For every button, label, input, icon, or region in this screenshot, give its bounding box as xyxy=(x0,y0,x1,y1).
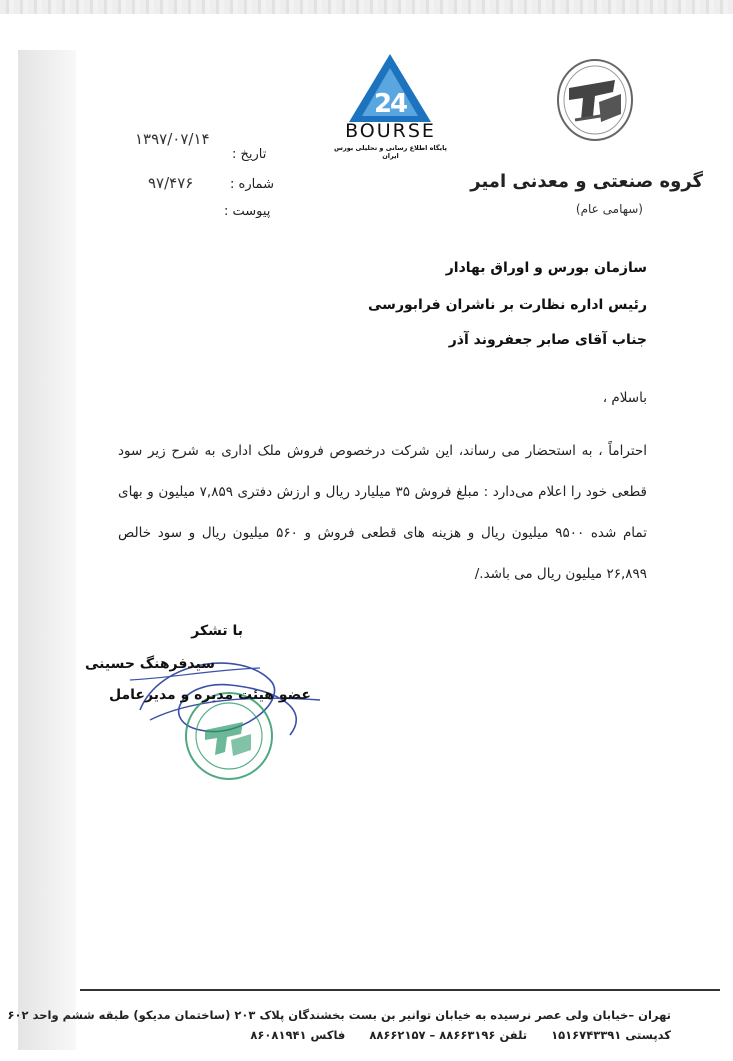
bourse-logo xyxy=(328,52,453,160)
amir-logo xyxy=(555,58,635,143)
company-subtitle: (سهامی عام) xyxy=(575,202,643,216)
signature-thanks: با تشکر xyxy=(191,623,243,639)
attachment-label: پیوست : xyxy=(224,204,271,219)
footer-address: تهران –خیابان ولی عصر نرسیده به خیابان توانیر بن بست بخشندگان پلاک ۲۰۳ (ساختمان مدیکو) طبقه ششم واحد ۶۰۲ xyxy=(7,1008,671,1022)
recipient-line-2: رئیس اداره نظارت بر ناشران فرابورسی xyxy=(368,297,647,313)
bourse-wordmark: BOURSE xyxy=(345,120,436,142)
bourse-triangle-icon xyxy=(328,52,453,124)
date-label: تاریخ : xyxy=(232,147,267,162)
body-paragraph: احتراماً ، به استحضار می رساند، این شرکت درخصوص فروش ملک اداری به شرح زیر سود قطعی خود را اعلام می‌دارد : مبلغ فروش ۳۵ میلیارد ریال و ارزش دفتری ۷,۸۵۹ میلیون و بهای تمام شده ۹۵۰۰ میلیون ریال و هزینه های قطعی فروش و ۵۶۰ میلیون ریال و سود خالص ۲۶,۸۹۹ میلیون ریال می باشد./ xyxy=(118,443,647,582)
scan-noise xyxy=(0,0,733,14)
svg-text:4: 4 xyxy=(390,89,409,119)
greeting: باسلام ، xyxy=(602,390,647,406)
number-value: ۹۷/۴۷۶ xyxy=(148,174,194,192)
svg-text:2: 2 xyxy=(374,89,393,119)
signatory-name: سیدفرهنگ حسینی xyxy=(84,656,215,672)
company-name: گروه صنعتی و معدنی امیر xyxy=(470,171,703,192)
signatory-title: عضو هیئت مدیره و مدیرعامل xyxy=(109,687,311,703)
amir-seal-icon xyxy=(555,58,635,143)
footer-divider xyxy=(80,989,720,991)
stamp-icon xyxy=(183,690,275,782)
number-label: شماره : xyxy=(230,177,274,192)
bourse-tagline: پایگاه اطلاع رسانی و تحلیلی بورس ایران xyxy=(334,144,447,160)
company-stamp xyxy=(183,690,275,782)
scan-margin-strip xyxy=(18,50,76,1050)
date-value: ۱۳۹۷/۰۷/۱۴ xyxy=(135,130,210,148)
footer-contacts: کدپستی ۱۵۱۶۷۴۳۳۹۱ تلفن ۸۸۶۶۳۱۹۶ – ۸۸۶۶۲۱۵۷ فاکس ۸۶۰۸۱۹۴۱ xyxy=(250,1028,671,1042)
recipient-line-1: سازمان بورس و اوراق بهادار xyxy=(445,260,647,276)
recipient-line-3: جناب آقای صابر جعفروند آذر xyxy=(448,332,647,348)
